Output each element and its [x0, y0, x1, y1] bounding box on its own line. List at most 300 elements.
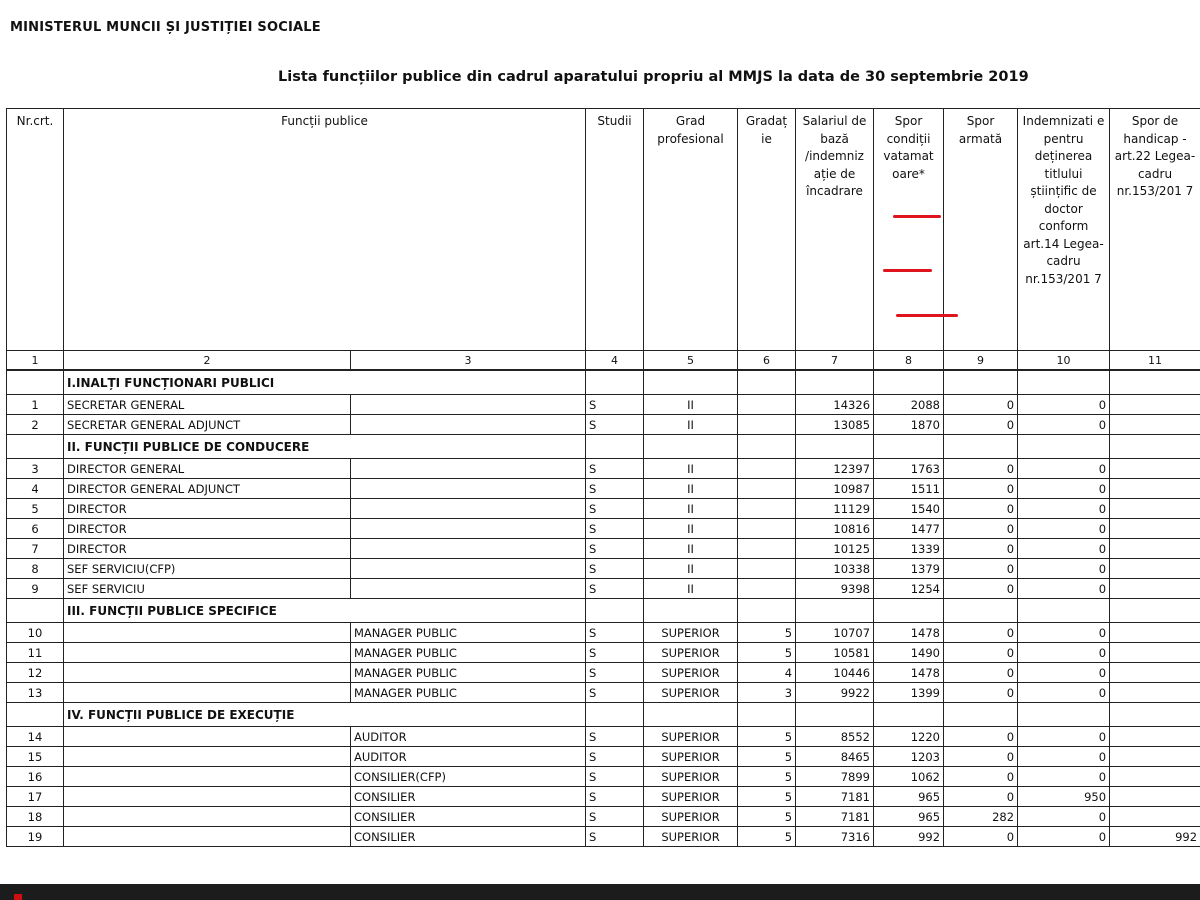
cell: 5 — [738, 787, 796, 807]
cell — [351, 459, 586, 479]
header-gradatie: Gradaț ie — [738, 109, 796, 351]
cell: 1490 — [874, 643, 944, 663]
cell: 0 — [1018, 827, 1110, 847]
table-row — [7, 519, 1200, 539]
header-row — [7, 109, 1200, 351]
cell: 2088 — [874, 395, 944, 415]
cell: 19 — [7, 827, 64, 847]
cell: 3 — [7, 459, 64, 479]
cell — [1110, 727, 1200, 747]
header-nr: Nr.crt. — [7, 109, 64, 351]
red-annotation-line — [893, 215, 941, 218]
cell: SEF SERVICIU(CFP) — [64, 559, 351, 579]
cell — [944, 370, 1018, 395]
cell: 5 — [738, 643, 796, 663]
table-row — [7, 415, 1200, 435]
cell: 0 — [1018, 643, 1110, 663]
table-row — [7, 459, 1200, 479]
cell: 16 — [7, 767, 64, 787]
cell: 0 — [1018, 767, 1110, 787]
section-label: I.INALȚI FUNCȚIONARI PUBLICI — [64, 370, 586, 395]
cell: 0 — [944, 767, 1018, 787]
cell: 1870 — [874, 415, 944, 435]
table-row — [7, 807, 1200, 827]
cell — [1110, 539, 1200, 559]
cell — [1110, 519, 1200, 539]
cell: 10707 — [796, 623, 874, 643]
cell — [1110, 663, 1200, 683]
cell: 950 — [1018, 787, 1110, 807]
cell — [1110, 599, 1200, 623]
table-row — [7, 683, 1200, 703]
cell — [64, 643, 351, 663]
section-row — [7, 435, 1200, 459]
cell: S — [586, 663, 644, 683]
cell — [796, 435, 874, 459]
cell — [351, 579, 586, 599]
cell: 0 — [1018, 623, 1110, 643]
cell: 10581 — [796, 643, 874, 663]
column-index: 3 — [351, 351, 586, 371]
cell: S — [586, 499, 644, 519]
column-index: 2 — [64, 351, 351, 371]
cell: MANAGER PUBLIC — [351, 683, 586, 703]
cell: 1203 — [874, 747, 944, 767]
section-label: III. FUNCȚII PUBLICE SPECIFICE — [64, 599, 586, 623]
cell: II — [644, 519, 738, 539]
red-annotation-line — [896, 314, 958, 317]
cell: SECRETAR GENERAL — [64, 395, 351, 415]
cell: II — [644, 499, 738, 519]
cell: 0 — [944, 559, 1018, 579]
cell: S — [586, 519, 644, 539]
cell — [738, 499, 796, 519]
table-row — [7, 767, 1200, 787]
cell: 5 — [738, 747, 796, 767]
cell: 0 — [1018, 479, 1110, 499]
cell: 2 — [7, 415, 64, 435]
cell: 0 — [944, 395, 1018, 415]
cell: 0 — [944, 499, 1018, 519]
cell: S — [586, 459, 644, 479]
cell: S — [586, 683, 644, 703]
cell — [1018, 435, 1110, 459]
cell: 0 — [944, 787, 1018, 807]
ministry-name: MINISTERUL MUNCII ȘI JUSTIȚIEI SOCIALE — [10, 20, 321, 35]
cell: 3 — [738, 683, 796, 703]
cell — [1110, 683, 1200, 703]
cell — [64, 683, 351, 703]
cell — [738, 479, 796, 499]
cell: AUDITOR — [351, 747, 586, 767]
cell — [1018, 703, 1110, 727]
cell — [796, 599, 874, 623]
positions-table — [6, 108, 1200, 847]
cell: 13085 — [796, 415, 874, 435]
column-index: 9 — [944, 351, 1018, 371]
cell — [738, 415, 796, 435]
cell: 0 — [1018, 579, 1110, 599]
cell: DIRECTOR GENERAL — [64, 459, 351, 479]
cell: 0 — [1018, 663, 1110, 683]
table-row — [7, 479, 1200, 499]
header-spor-armata: Spor armată — [944, 109, 1018, 351]
cell: SUPERIOR — [644, 747, 738, 767]
cell: 965 — [874, 807, 944, 827]
cell — [351, 499, 586, 519]
cell: 0 — [1018, 559, 1110, 579]
cell — [644, 599, 738, 623]
cell — [1110, 767, 1200, 787]
cell: S — [586, 579, 644, 599]
cell: MANAGER PUBLIC — [351, 663, 586, 683]
cell — [351, 559, 586, 579]
cell: S — [586, 395, 644, 415]
cell: S — [586, 827, 644, 847]
cell: SUPERIOR — [644, 683, 738, 703]
cell — [1110, 747, 1200, 767]
cell — [1110, 579, 1200, 599]
document-title: Lista funcțiilor publice din cadrul aparatului propriu al MMJS la data de 30 septembrie 2019 — [278, 69, 1029, 85]
cell: 1540 — [874, 499, 944, 519]
cell: 1062 — [874, 767, 944, 787]
cell — [7, 435, 64, 459]
section-row — [7, 703, 1200, 727]
red-marker-icon — [14, 894, 22, 900]
cell: CONSILIER — [351, 827, 586, 847]
cell: 0 — [1018, 499, 1110, 519]
cell — [1110, 499, 1200, 519]
cell: DIRECTOR GENERAL ADJUNCT — [64, 479, 351, 499]
cell: 13 — [7, 683, 64, 703]
cell: 7899 — [796, 767, 874, 787]
table-row — [7, 623, 1200, 643]
cell — [738, 539, 796, 559]
cell: 0 — [1018, 415, 1110, 435]
cell — [738, 599, 796, 623]
cell: 1339 — [874, 539, 944, 559]
cell: S — [586, 727, 644, 747]
table-row — [7, 579, 1200, 599]
cell: 10987 — [796, 479, 874, 499]
cell: SEF SERVICIU — [64, 579, 351, 599]
section-row — [7, 599, 1200, 623]
cell — [944, 703, 1018, 727]
cell — [7, 599, 64, 623]
cell: 0 — [944, 459, 1018, 479]
cell: 7 — [7, 539, 64, 559]
cell — [738, 370, 796, 395]
cell — [586, 703, 644, 727]
cell: 0 — [944, 479, 1018, 499]
cell: 0 — [944, 519, 1018, 539]
cell — [644, 370, 738, 395]
cell: 12 — [7, 663, 64, 683]
cell — [874, 370, 944, 395]
cell — [1110, 643, 1200, 663]
cell: II — [644, 539, 738, 559]
cell — [874, 599, 944, 623]
section-label: II. FUNCȚII PUBLICE DE CONDUCERE — [64, 435, 586, 459]
cell — [7, 370, 64, 395]
cell: 1763 — [874, 459, 944, 479]
cell: 7181 — [796, 787, 874, 807]
cell: 0 — [1018, 683, 1110, 703]
cell: SUPERIOR — [644, 727, 738, 747]
cell: SUPERIOR — [644, 827, 738, 847]
table-row — [7, 827, 1200, 847]
cell — [1110, 435, 1200, 459]
cell — [586, 435, 644, 459]
red-annotation-line — [883, 269, 932, 272]
cell — [64, 623, 351, 643]
table-row — [7, 747, 1200, 767]
cell: 8465 — [796, 747, 874, 767]
cell: 10816 — [796, 519, 874, 539]
cell: 0 — [1018, 727, 1110, 747]
cell: 0 — [1018, 395, 1110, 415]
header-grad: Grad profesional — [644, 109, 738, 351]
cell: 0 — [944, 827, 1018, 847]
cell: 0 — [944, 727, 1018, 747]
cell: 17 — [7, 787, 64, 807]
cell: 1254 — [874, 579, 944, 599]
cell — [1110, 395, 1200, 415]
table-row — [7, 559, 1200, 579]
cell: 5 — [738, 623, 796, 643]
cell — [644, 703, 738, 727]
cell: 992 — [1110, 827, 1200, 847]
cell: CONSILIER(CFP) — [351, 767, 586, 787]
cell: 10 — [7, 623, 64, 643]
cell — [351, 395, 586, 415]
cell: 0 — [944, 747, 1018, 767]
cell — [7, 703, 64, 727]
cell: 1220 — [874, 727, 944, 747]
cell — [64, 827, 351, 847]
cell: 10338 — [796, 559, 874, 579]
cell — [1110, 623, 1200, 643]
cell: 0 — [944, 579, 1018, 599]
table-row — [7, 727, 1200, 747]
column-index: 4 — [586, 351, 644, 371]
cell — [586, 599, 644, 623]
section-label: IV. FUNCȚII PUBLICE DE EXECUȚIE — [64, 703, 586, 727]
cell: 10125 — [796, 539, 874, 559]
header-spor-handicap: Spor de handicap - art.22 Legea-cadru nr.153/201 7 — [1110, 109, 1200, 351]
cell — [64, 727, 351, 747]
cell — [874, 703, 944, 727]
cell: 1379 — [874, 559, 944, 579]
cell — [1110, 787, 1200, 807]
section-row — [7, 370, 1200, 395]
cell — [586, 370, 644, 395]
bottom-toolbar — [0, 884, 1200, 900]
cell: II — [644, 479, 738, 499]
cell: 5 — [738, 767, 796, 787]
cell — [1018, 599, 1110, 623]
cell — [64, 663, 351, 683]
header-indemnizatie-doctor: Indemnizati e pentru deținerea titlului științific de doctor conform art.14 Legea-cadru nr.153/201 7 — [1018, 109, 1110, 351]
cell — [1018, 370, 1110, 395]
cell — [351, 479, 586, 499]
cell: S — [586, 767, 644, 787]
cell: DIRECTOR — [64, 519, 351, 539]
header-spor-conditii: Spor condiții vatamat oare* — [874, 109, 944, 351]
cell: 5 — [738, 807, 796, 827]
cell: SUPERIOR — [644, 643, 738, 663]
cell: CONSILIER — [351, 787, 586, 807]
column-index: 11 — [1110, 351, 1200, 371]
header-functii: Funcții publice — [64, 109, 586, 351]
table-row — [7, 499, 1200, 519]
cell — [64, 767, 351, 787]
header-salariu: Salariul de bază /indemniz ație de încadrare — [796, 109, 874, 351]
cell — [1110, 559, 1200, 579]
cell: II — [644, 559, 738, 579]
cell: 9922 — [796, 683, 874, 703]
cell — [738, 579, 796, 599]
cell: S — [586, 623, 644, 643]
cell: II — [644, 459, 738, 479]
cell — [944, 435, 1018, 459]
cell: S — [586, 747, 644, 767]
cell: 992 — [874, 827, 944, 847]
column-index: 7 — [796, 351, 874, 371]
cell — [351, 415, 586, 435]
cell: 14 — [7, 727, 64, 747]
cell: 1 — [7, 395, 64, 415]
cell: 18 — [7, 807, 64, 827]
cell: 0 — [1018, 459, 1110, 479]
cell: 5 — [738, 727, 796, 747]
cell: SUPERIOR — [644, 663, 738, 683]
cell: MANAGER PUBLIC — [351, 623, 586, 643]
cell: S — [586, 807, 644, 827]
cell: S — [586, 415, 644, 435]
cell — [738, 435, 796, 459]
column-index: 5 — [644, 351, 738, 371]
cell: 4 — [7, 479, 64, 499]
cell: 5 — [7, 499, 64, 519]
cell: 5 — [738, 827, 796, 847]
cell: 10446 — [796, 663, 874, 683]
table-row — [7, 787, 1200, 807]
cell — [1110, 479, 1200, 499]
cell: MANAGER PUBLIC — [351, 643, 586, 663]
cell: 11 — [7, 643, 64, 663]
cell — [796, 703, 874, 727]
cell: SECRETAR GENERAL ADJUNCT — [64, 415, 351, 435]
cell: 8 — [7, 559, 64, 579]
cell: II — [644, 395, 738, 415]
cell: 0 — [944, 643, 1018, 663]
cell: S — [586, 479, 644, 499]
cell: 1399 — [874, 683, 944, 703]
cell — [944, 599, 1018, 623]
cell: S — [586, 643, 644, 663]
cell: SUPERIOR — [644, 787, 738, 807]
cell: S — [586, 559, 644, 579]
cell: 0 — [1018, 539, 1110, 559]
header-studii: Studii — [586, 109, 644, 351]
cell: 6 — [7, 519, 64, 539]
column-index-row — [7, 351, 1200, 371]
column-index: 10 — [1018, 351, 1110, 371]
cell — [738, 559, 796, 579]
cell: S — [586, 787, 644, 807]
cell — [64, 787, 351, 807]
cell: 0 — [1018, 519, 1110, 539]
cell: 12397 — [796, 459, 874, 479]
cell: 4 — [738, 663, 796, 683]
cell — [738, 395, 796, 415]
cell — [1110, 370, 1200, 395]
cell: 282 — [944, 807, 1018, 827]
cell: 9 — [7, 579, 64, 599]
cell: 14326 — [796, 395, 874, 415]
cell: CONSILIER — [351, 807, 586, 827]
cell — [1110, 807, 1200, 827]
cell: 7181 — [796, 807, 874, 827]
cell — [64, 807, 351, 827]
cell — [644, 435, 738, 459]
cell: 965 — [874, 787, 944, 807]
cell: II — [644, 579, 738, 599]
cell: 11129 — [796, 499, 874, 519]
cell: SUPERIOR — [644, 623, 738, 643]
cell: 0 — [1018, 747, 1110, 767]
cell: S — [586, 539, 644, 559]
cell — [738, 459, 796, 479]
cell: 0 — [944, 623, 1018, 643]
cell: 1477 — [874, 519, 944, 539]
cell — [738, 519, 796, 539]
cell: 7316 — [796, 827, 874, 847]
cell — [1110, 703, 1200, 727]
cell: 0 — [944, 663, 1018, 683]
table-row — [7, 395, 1200, 415]
column-index: 6 — [738, 351, 796, 371]
table-row — [7, 643, 1200, 663]
cell: 8552 — [796, 727, 874, 747]
cell: 9398 — [796, 579, 874, 599]
table-row — [7, 539, 1200, 559]
cell — [351, 539, 586, 559]
cell: SUPERIOR — [644, 807, 738, 827]
column-index: 8 — [874, 351, 944, 371]
cell: AUDITOR — [351, 727, 586, 747]
cell: DIRECTOR — [64, 499, 351, 519]
cell — [796, 370, 874, 395]
cell: 1511 — [874, 479, 944, 499]
cell: 0 — [1018, 807, 1110, 827]
cell: 15 — [7, 747, 64, 767]
table-row — [7, 663, 1200, 683]
cell — [874, 435, 944, 459]
cell: DIRECTOR — [64, 539, 351, 559]
cell — [351, 519, 586, 539]
cell — [738, 703, 796, 727]
cell: 0 — [944, 683, 1018, 703]
cell: 1478 — [874, 663, 944, 683]
cell: 0 — [944, 539, 1018, 559]
cell: 1478 — [874, 623, 944, 643]
cell: II — [644, 415, 738, 435]
cell — [64, 747, 351, 767]
cell: 0 — [944, 415, 1018, 435]
cell — [1110, 415, 1200, 435]
